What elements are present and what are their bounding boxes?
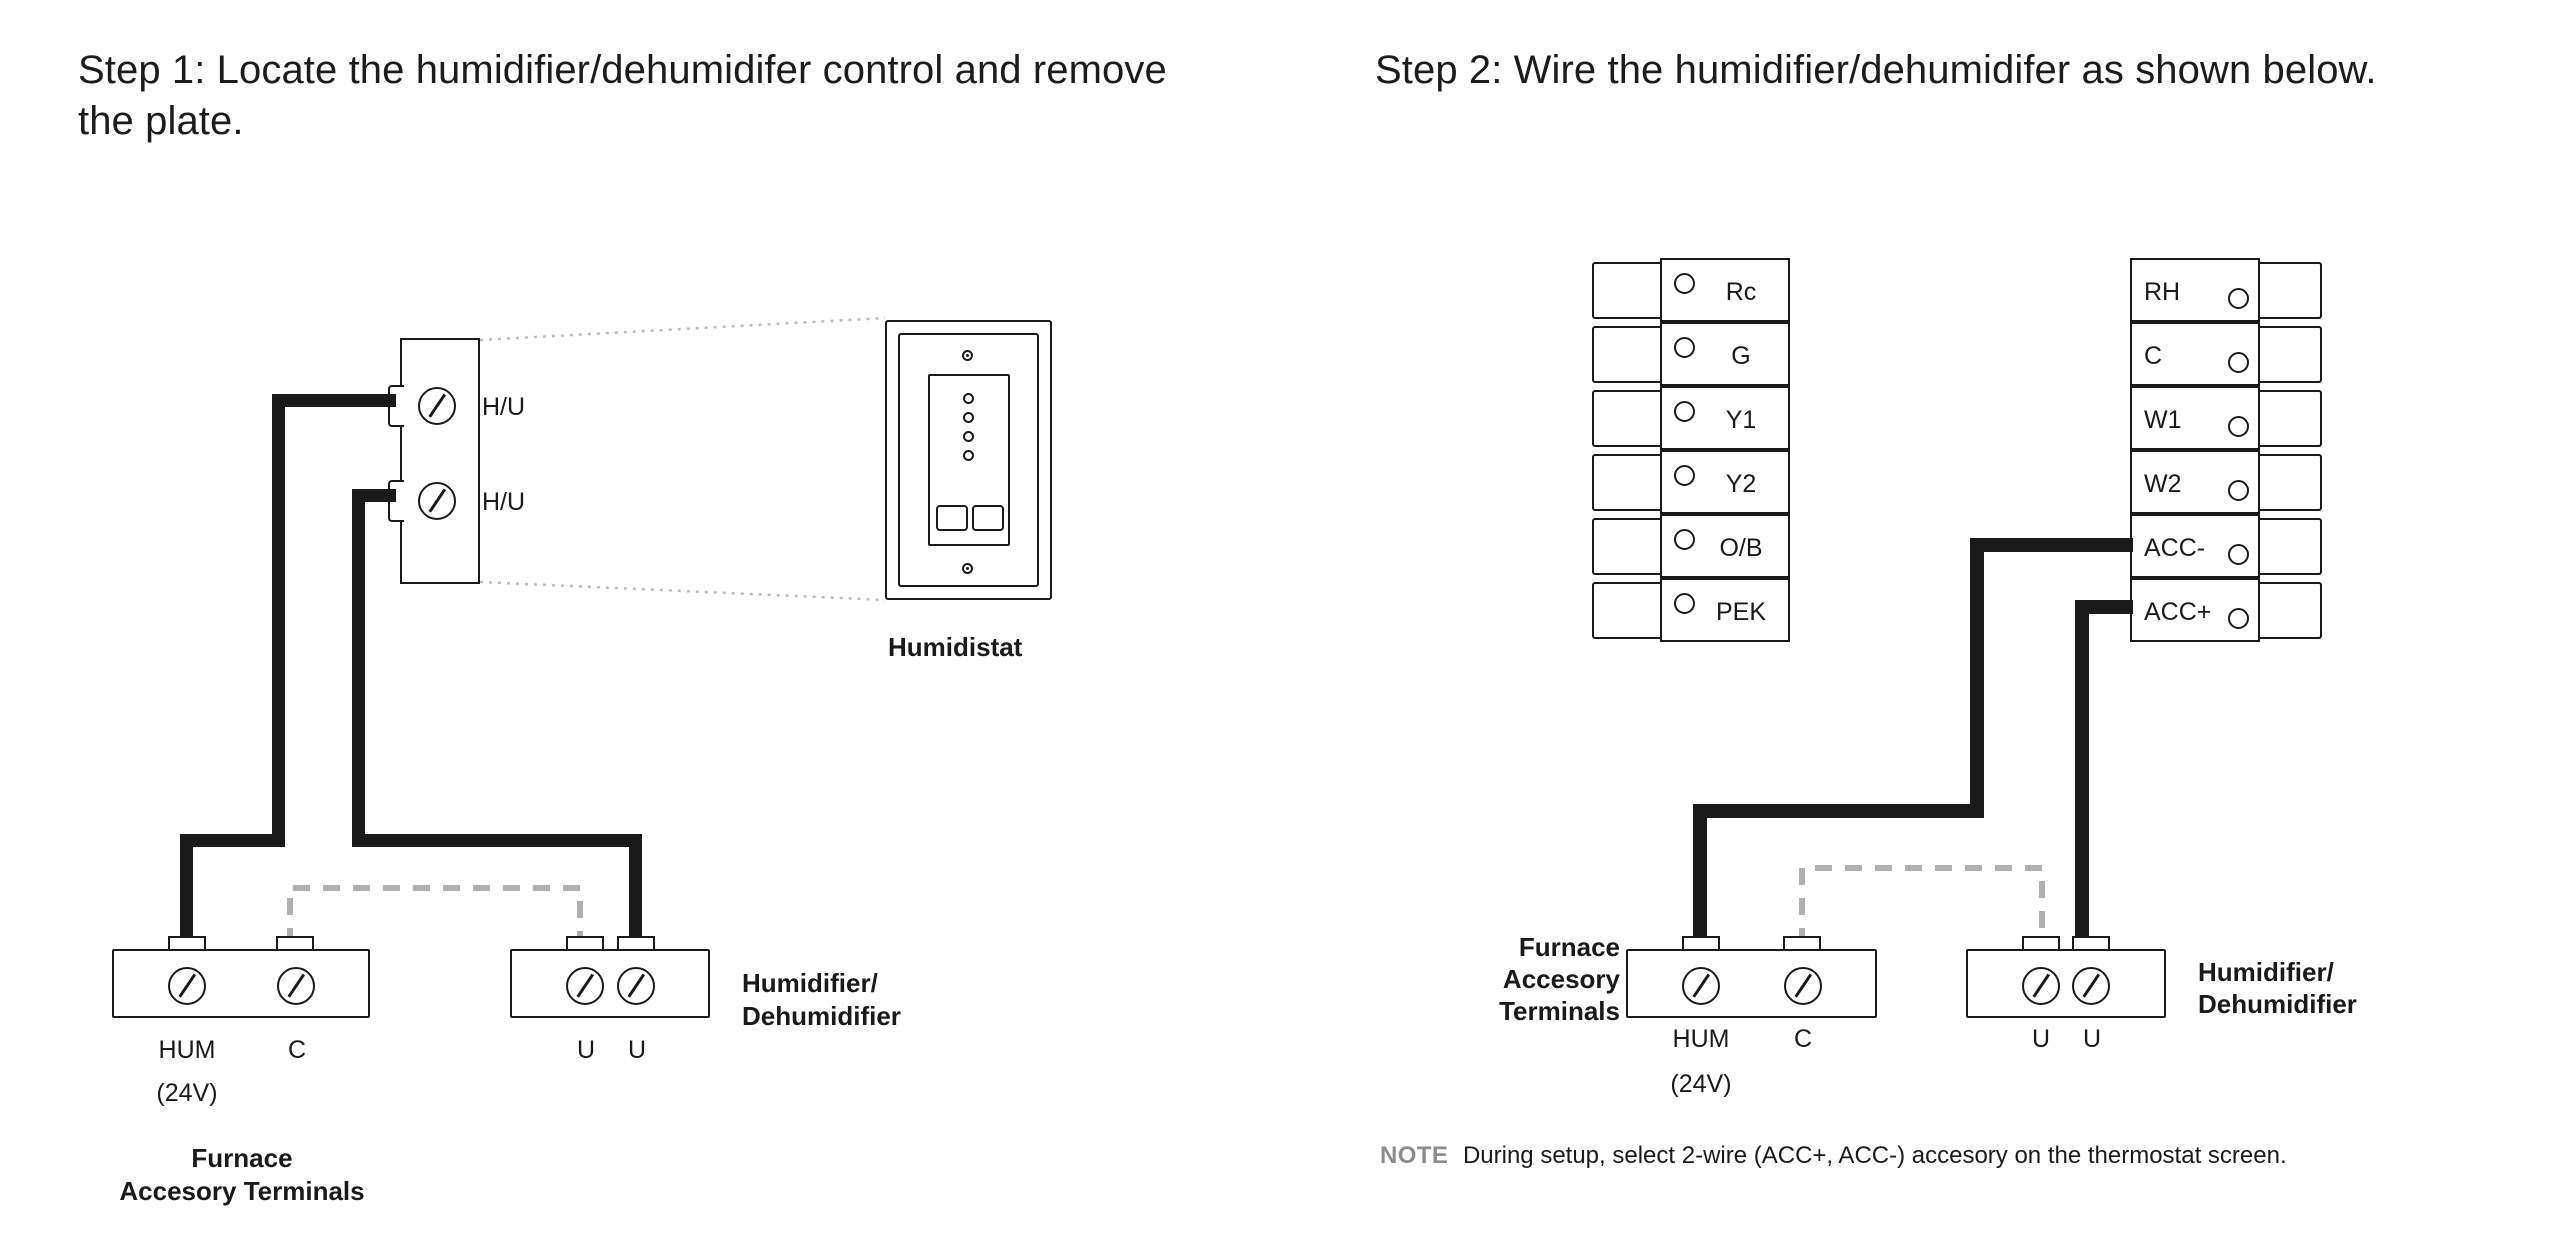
step2-furnace-screw-c <box>1784 967 1822 1005</box>
right-strip-label-w2: W2 <box>2144 470 2182 498</box>
step2-furnace-label-hum: HUM <box>1672 1025 1730 1053</box>
step2-furnace-screw-hum <box>1682 967 1720 1005</box>
step2-furnace-caption-line3: Terminals <box>1499 996 1620 1026</box>
step2-furnace-tab-hum <box>1682 936 1720 950</box>
left-strip-label-g: G <box>1731 342 1751 370</box>
right-strip-label-rh: RH <box>2144 278 2181 306</box>
step2-furnace-caption-line2: Accesory <box>1502 964 1620 994</box>
furnace-tab-c <box>276 936 314 950</box>
right-strip-label-acc-minus: ACC- <box>2144 534 2206 562</box>
step2-device-label-u1: U <box>2031 1025 2051 1053</box>
note-tag: NOTE <box>1380 1142 1449 1169</box>
step2-device-screw-u2 <box>2072 967 2110 1005</box>
step2-furnace-label-voltage: (24V) <box>1670 1070 1732 1098</box>
furnace-terminal-block <box>112 949 370 1018</box>
furnace-label-hum: HUM <box>158 1036 216 1064</box>
device-tab-u2 <box>617 936 655 950</box>
furnace-screw-hum <box>168 967 206 1005</box>
device-label-u1: U <box>576 1036 596 1064</box>
step2-furnace-label-c: C <box>1793 1025 1813 1053</box>
control-label-hu-top: H/U <box>482 393 526 421</box>
device-label-u2: U <box>627 1036 647 1064</box>
left-strip-label-y1: Y1 <box>1725 406 1757 434</box>
step2-device-screw-u1 <box>2022 967 2060 1005</box>
left-strip-label-ob: O/B <box>1719 534 1763 562</box>
right-strip-label-acc-plus: ACC+ <box>2144 598 2212 626</box>
device-caption-line1: Humidifier/ <box>742 968 878 998</box>
step2-device-label-u2: U <box>2082 1025 2102 1053</box>
furnace-label-voltage: (24V) <box>156 1079 218 1107</box>
device-tab-u1 <box>566 936 604 950</box>
step2-furnace-caption-line1: Furnace <box>1518 932 1620 962</box>
step2-furnace-terminal-block <box>1626 949 1877 1018</box>
dashed-jumper-step2 <box>1330 0 2560 1257</box>
step2-device-terminal-block <box>1966 949 2166 1018</box>
furnace-screw-c <box>277 967 315 1005</box>
furnace-caption-line1: Furnace <box>191 1143 293 1173</box>
step2-furnace-tab-c <box>1783 936 1821 950</box>
step-2-panel <box>1330 0 2560 1257</box>
left-strip-label-rc: Rc <box>1725 278 1757 306</box>
step2-device-caption-line2: Dehumidifier <box>2198 989 2357 1019</box>
step2-device-tab-u1 <box>2022 936 2060 950</box>
step2-device-tab-u2 <box>2072 936 2110 950</box>
right-strip-label-w1: W1 <box>2144 406 2182 434</box>
step-1-title: Step 1: Locate the humidifier/dehumidifer control and remove the plate. <box>78 48 1167 144</box>
left-strip-label-pek: PEK <box>1715 598 1767 626</box>
furnace-label-c: C <box>287 1036 307 1064</box>
humidistat-caption: Humidistat <box>888 632 1023 662</box>
step-2-title: Step 2: Wire the humidifier/dehumidifer as shown below. <box>1375 48 2377 92</box>
device-terminal-block <box>510 949 710 1018</box>
device-screw-u2 <box>617 967 655 1005</box>
left-strip-label-y2: Y2 <box>1725 470 1757 498</box>
step2-note <box>1380 1140 2430 1171</box>
right-strip-label-c: C <box>2144 342 2163 370</box>
furnace-tab-hum <box>168 936 206 950</box>
step2-device-caption-line1: Humidifier/ <box>2198 957 2334 987</box>
device-caption-line2: Dehumidifier <box>742 1001 901 1031</box>
note-text: During setup, select 2-wire (ACC+, ACC-) accesory on the thermostat screen. <box>1462 1142 2287 1169</box>
device-screw-u1 <box>566 967 604 1005</box>
furnace-caption-line2: Accesory Terminals <box>119 1176 365 1206</box>
control-label-hu-bottom: H/U <box>482 488 526 516</box>
